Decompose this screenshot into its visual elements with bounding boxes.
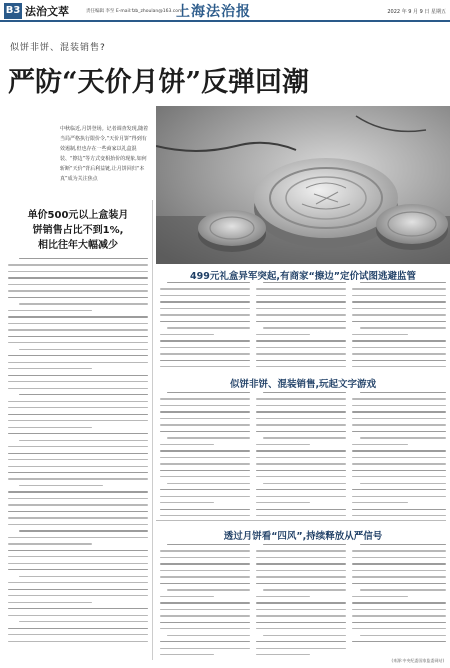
- section-3-col-2: [256, 544, 346, 656]
- section-1-col-2: [256, 282, 346, 368]
- text-line: [256, 509, 346, 510]
- section-1-col-1: [160, 282, 250, 368]
- text-line: [160, 583, 250, 584]
- text-line: [352, 295, 446, 296]
- text-line: [160, 308, 250, 309]
- text-line: [160, 470, 250, 471]
- text-line: [256, 615, 346, 616]
- text-line: [167, 327, 250, 328]
- text-line: [8, 589, 148, 590]
- text-line: [160, 360, 250, 361]
- editor-line: 责任编辑 李至 E-mail:fzb_zhoulan@163.com: [86, 9, 183, 14]
- text-line: [8, 498, 148, 499]
- text-line: [352, 596, 408, 597]
- text-line: [256, 340, 346, 341]
- text-line: [263, 437, 346, 438]
- text-line: [167, 437, 250, 438]
- text-line: [352, 347, 446, 348]
- text-line: [8, 310, 92, 311]
- text-line: [352, 418, 446, 419]
- text-line: [352, 622, 446, 623]
- text-line: [19, 440, 148, 441]
- text-line: [352, 411, 446, 412]
- text-line: [160, 515, 250, 516]
- text-line: [160, 405, 250, 406]
- text-line: [167, 544, 250, 545]
- text-line: [167, 392, 250, 393]
- text-line: [256, 450, 346, 451]
- section-title: 法治文萃: [25, 5, 69, 18]
- text-line: [352, 570, 446, 571]
- text-line: [8, 277, 148, 278]
- text-line: [160, 602, 250, 603]
- text-line: [19, 530, 148, 531]
- text-line: [8, 634, 148, 635]
- text-line: [256, 602, 346, 603]
- text-line: [263, 635, 346, 636]
- text-line: [8, 543, 92, 544]
- text-line: [256, 515, 346, 516]
- text-line: [256, 654, 310, 655]
- text-line: [256, 444, 310, 445]
- text-line: [256, 609, 346, 610]
- text-line: [352, 583, 446, 584]
- text-line: [256, 496, 346, 497]
- text-line: [160, 321, 250, 322]
- text-line: [360, 392, 446, 393]
- lead-paragraph: 中秋临近,月饼登场。记者调查发现,随着当局严格执行限价令,“天价月饼”得到有效遏制,但也存在一些商家以礼盒混装、“擦边”等方式变相抬价的现象,如何斩断“天价”背后利益链,让月饼回归“本真”成为关注焦点: [60, 126, 149, 182]
- text-line: [8, 401, 148, 402]
- text-line: [256, 398, 346, 399]
- side-headline-line-2: 饼销售占比不到1%,: [32, 225, 124, 236]
- side-headline-line-1: 单价500元以上盒装月: [27, 210, 129, 221]
- masthead: [0, 0, 450, 22]
- text-line: [160, 301, 250, 302]
- text-line: [256, 502, 310, 503]
- text-line: [160, 648, 250, 649]
- section-1-col-3: [352, 282, 446, 368]
- text-line: [160, 295, 250, 296]
- text-line: [352, 576, 446, 577]
- section-2-col-2: [256, 392, 346, 516]
- text-line: [352, 470, 446, 471]
- text-line: [8, 414, 148, 415]
- section-3-col-3: [352, 544, 446, 648]
- text-line: [360, 589, 446, 590]
- source-credit: (来源:中央纪委国家监委网站): [391, 658, 444, 663]
- text-line: [160, 615, 250, 616]
- issue-date: 2022 年 9 月 9 日 星期五: [387, 9, 446, 15]
- text-line: [160, 550, 250, 551]
- text-line: [160, 444, 214, 445]
- text-line: [160, 398, 250, 399]
- text-line: [256, 457, 346, 458]
- text-line: [256, 411, 346, 412]
- text-line: [352, 353, 446, 354]
- text-line: [8, 323, 148, 324]
- text-line: [256, 360, 346, 361]
- section-2-col-1: [160, 392, 250, 516]
- text-line: [256, 288, 346, 289]
- text-line: [352, 457, 446, 458]
- text-line: [352, 288, 446, 289]
- text-line: [256, 596, 310, 597]
- text-line: [256, 576, 346, 577]
- text-line: [8, 297, 148, 298]
- section-3-col-1: [160, 544, 250, 656]
- text-line: [352, 431, 446, 432]
- text-line: [360, 544, 446, 545]
- text-line: [8, 420, 148, 421]
- text-line: [8, 556, 148, 557]
- text-line: [160, 496, 250, 497]
- subhead-1: 499元礼盒异军突起,有商家“擦边”定价试图逃避监管: [190, 271, 416, 282]
- text-line: [160, 509, 250, 510]
- text-line: [160, 347, 250, 348]
- text-line: [8, 284, 148, 285]
- text-line: [8, 368, 92, 369]
- text-line: [8, 336, 148, 337]
- text-line: [256, 648, 346, 649]
- text-line: [360, 327, 446, 328]
- text-line: [8, 362, 148, 363]
- subhead-3: 透过月饼看“四风”,持续释放从严信号: [223, 531, 383, 542]
- text-line: [19, 485, 103, 486]
- left-column-text: [8, 258, 148, 658]
- text-line: [160, 366, 250, 367]
- text-line: [8, 264, 148, 265]
- text-line: [352, 424, 446, 425]
- page-number: B3: [4, 3, 22, 19]
- text-line: [8, 615, 148, 616]
- text-line: [256, 405, 346, 406]
- subhead-2: 似饼非饼、混装销售,玩起文字游戏: [229, 379, 377, 390]
- text-line: [352, 463, 446, 464]
- text-line: [256, 463, 346, 464]
- text-line: [256, 622, 346, 623]
- text-line: [263, 483, 346, 484]
- text-line: [8, 342, 148, 343]
- text-line: [160, 489, 250, 490]
- text-line: [8, 517, 148, 518]
- text-line: [256, 347, 346, 348]
- text-line: [160, 502, 214, 503]
- text-line: [8, 271, 148, 272]
- text-line: [8, 628, 148, 629]
- text-line: [256, 628, 346, 629]
- column-divider: [152, 200, 153, 660]
- text-line: [352, 321, 446, 322]
- text-line: [256, 489, 346, 490]
- text-line: [167, 635, 250, 636]
- text-line: [167, 483, 250, 484]
- text-line: [352, 563, 446, 564]
- text-line: [360, 437, 446, 438]
- text-line: [263, 544, 346, 545]
- text-line: [256, 563, 346, 564]
- text-line: [160, 628, 250, 629]
- text-line: [8, 290, 148, 291]
- text-line: [8, 478, 148, 479]
- text-line: [352, 515, 446, 516]
- text-line: [352, 308, 446, 309]
- headline: 严防“天价月饼”反弹回潮: [8, 67, 310, 98]
- text-line: [256, 334, 310, 335]
- text-line: [352, 444, 408, 445]
- text-line: [167, 589, 250, 590]
- text-line: [160, 457, 250, 458]
- text-line: [256, 570, 346, 571]
- text-line: [256, 321, 346, 322]
- text-line: [19, 576, 148, 577]
- text-line: [8, 563, 148, 564]
- text-line: [352, 615, 446, 616]
- text-line: [160, 596, 214, 597]
- text-line: [8, 537, 148, 538]
- text-line: [160, 340, 250, 341]
- text-line: [167, 282, 250, 283]
- text-line: [8, 550, 148, 551]
- text-line: [8, 595, 148, 596]
- text-line: [256, 641, 346, 642]
- kicker: 似饼非饼、混装销售?: [10, 43, 106, 53]
- text-line: [160, 563, 250, 564]
- section-rule: [156, 520, 446, 521]
- text-line: [160, 476, 250, 477]
- text-line: [160, 654, 214, 655]
- text-line: [8, 491, 148, 492]
- text-line: [352, 334, 408, 335]
- text-line: [256, 557, 346, 558]
- text-line: [256, 476, 346, 477]
- text-line: [352, 314, 446, 315]
- text-line: [19, 303, 148, 304]
- text-line: [352, 360, 446, 361]
- text-line: [8, 524, 148, 525]
- text-line: [160, 411, 250, 412]
- text-line: [160, 424, 250, 425]
- text-line: [160, 576, 250, 577]
- text-line: [256, 301, 346, 302]
- text-line: [19, 258, 148, 259]
- text-line: [160, 353, 250, 354]
- text-line: [160, 570, 250, 571]
- text-line: [8, 329, 148, 330]
- text-line: [352, 550, 446, 551]
- text-line: [8, 608, 148, 609]
- text-line: [263, 282, 346, 283]
- text-line: [8, 316, 148, 317]
- text-line: [256, 308, 346, 309]
- text-line: [256, 431, 346, 432]
- text-line: [160, 314, 250, 315]
- text-line: [160, 288, 250, 289]
- text-line: [352, 641, 446, 642]
- text-line: [8, 446, 148, 447]
- text-line: [256, 295, 346, 296]
- text-line: [8, 504, 148, 505]
- text-line: [352, 366, 446, 367]
- text-line: [8, 427, 92, 428]
- text-line: [8, 466, 148, 467]
- text-line: [263, 327, 346, 328]
- text-line: [352, 301, 446, 302]
- text-line: [8, 375, 148, 376]
- text-line: [8, 355, 148, 356]
- text-line: [8, 582, 148, 583]
- text-line: [8, 459, 148, 460]
- text-line: [8, 602, 92, 603]
- newspaper-logo: 上海法治报: [176, 4, 251, 20]
- text-line: [256, 418, 346, 419]
- text-line: [8, 641, 148, 642]
- text-line: [360, 483, 446, 484]
- text-line: [352, 398, 446, 399]
- text-line: [360, 635, 446, 636]
- text-line: [160, 641, 250, 642]
- text-line: [19, 621, 148, 622]
- text-line: [256, 583, 346, 584]
- text-line: [8, 569, 148, 570]
- text-line: [160, 450, 250, 451]
- section-2-col-3: [352, 392, 446, 516]
- text-line: [160, 334, 214, 335]
- text-line: [263, 589, 346, 590]
- text-line: [256, 424, 346, 425]
- side-headline: [8, 208, 148, 253]
- text-line: [352, 405, 446, 406]
- text-line: [19, 349, 148, 350]
- text-line: [256, 314, 346, 315]
- text-line: [352, 509, 446, 510]
- text-line: [8, 388, 148, 389]
- side-headline-line-3: 相比往年大幅减少: [38, 240, 118, 251]
- text-line: [8, 381, 148, 382]
- text-line: [256, 470, 346, 471]
- text-line: [256, 550, 346, 551]
- text-line: [352, 628, 446, 629]
- text-line: [19, 394, 148, 395]
- text-line: [352, 450, 446, 451]
- text-line: [160, 463, 250, 464]
- text-line: [352, 557, 446, 558]
- text-line: [352, 340, 446, 341]
- text-line: [352, 489, 446, 490]
- text-line: [160, 418, 250, 419]
- text-line: [8, 433, 148, 434]
- text-line: [263, 392, 346, 393]
- text-line: [160, 622, 250, 623]
- text-line: [8, 407, 148, 408]
- text-line: [352, 502, 408, 503]
- text-line: [352, 496, 446, 497]
- text-line: [352, 602, 446, 603]
- text-line: [160, 431, 250, 432]
- text-line: [8, 472, 148, 473]
- text-line: [160, 557, 250, 558]
- text-line: [8, 453, 148, 454]
- text-line: [256, 353, 346, 354]
- text-line: [360, 282, 446, 283]
- text-line: [352, 476, 446, 477]
- text-line: [160, 609, 250, 610]
- text-line: [256, 366, 346, 367]
- mooncake-photo: [156, 106, 450, 264]
- text-line: [8, 511, 148, 512]
- text-line: [352, 609, 446, 610]
